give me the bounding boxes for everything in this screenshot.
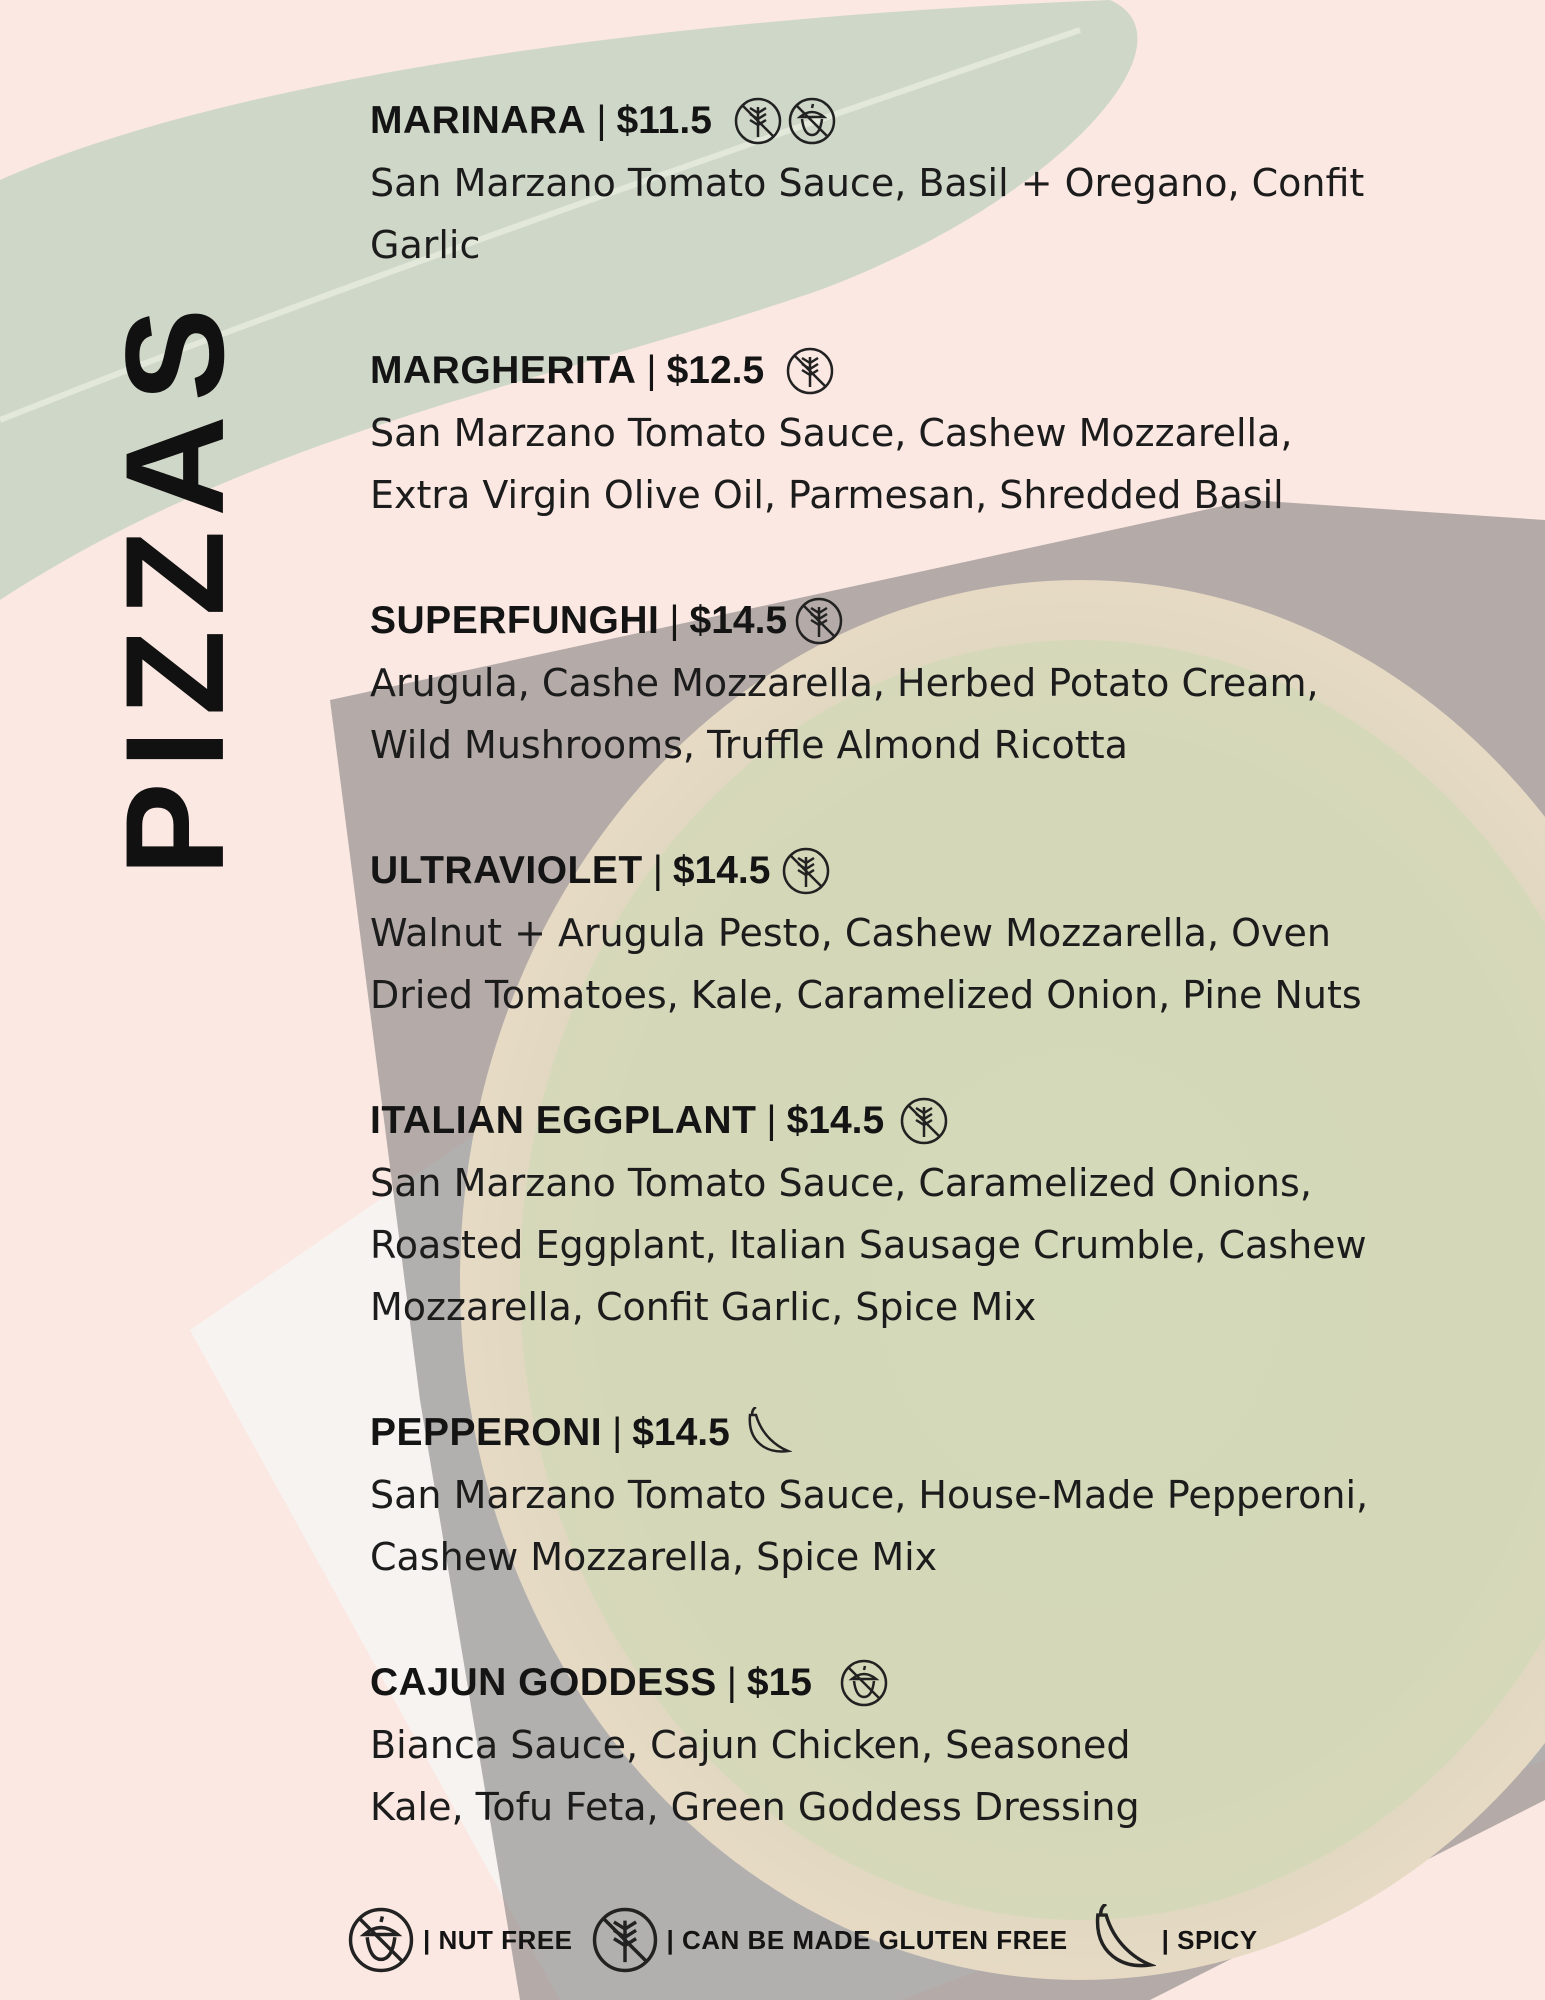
dietary-legend (345, 1905, 1274, 1975)
menu-item (370, 344, 1410, 526)
item-separator: | (726, 1661, 737, 1704)
item-name: MARINARA (370, 99, 587, 142)
nut-free-icon (838, 1657, 890, 1709)
item-description: San Marzano Tomato Sauce, Caramelized Onions, Roasted Eggplant, Italian Sausage Crumble, Cashew Mozzarella, Confit Garlic, Spice Mix (370, 1161, 1367, 1329)
gluten-free-icon (784, 345, 836, 397)
item-separator: | (652, 849, 663, 892)
item-price: $14.5 (786, 1099, 885, 1142)
item-separator: | (766, 1099, 777, 1142)
side-title (96, 285, 254, 885)
item-separator: | (596, 99, 607, 142)
item-price: $12.5 (666, 349, 765, 392)
item-description: San Marzano Tomato Sauce, House-Made Pepperoni, Cashew Mozzarella, Spice Mix (370, 1473, 1369, 1579)
legend-label-spicy: | SPICY (1161, 1924, 1258, 1955)
item-name: ITALIAN EGGPLANT (370, 1099, 757, 1142)
menu-item (370, 844, 1410, 1026)
nut-free-icon (345, 1904, 417, 1976)
legend-label-gluten-free: | CAN BE MADE GLUTEN FREE (666, 1924, 1068, 1955)
item-description: San Marzano Tomato Sauce, Basil + Oregano, Confit Garlic (370, 161, 1365, 267)
item-separator: | (612, 1411, 623, 1454)
gluten-free-icon (589, 1904, 661, 1976)
menu-item (370, 1406, 1410, 1588)
gluten-free-icon (780, 845, 832, 897)
item-description: Bianca Sauce, Cajun Chicken, Seasoned Kale, Tofu Feta, Green Goddess Dressing (370, 1723, 1140, 1829)
item-name: MARGHERITA (370, 349, 637, 392)
item-price: $14.5 (689, 599, 788, 642)
item-separator: | (669, 599, 680, 642)
item-description: Arugula, Cashe Mozzarella, Herbed Potato Cream, Wild Mushrooms, Truffle Almond Ricotta (370, 661, 1319, 767)
gluten-free-icon (732, 95, 784, 147)
item-name: ULTRAVIOLET (370, 849, 643, 892)
gluten-free-icon (793, 595, 845, 647)
nut-free-icon (786, 95, 838, 147)
spicy-icon (1084, 1904, 1156, 1976)
legend-label-nut-free: | NUT FREE (423, 1924, 573, 1955)
item-price: $15 (746, 1661, 812, 1704)
menu-item (370, 594, 1410, 776)
item-name: SUPERFUNGHI (370, 599, 660, 642)
item-separator: | (646, 349, 657, 392)
item-name: PEPPERONI (370, 1411, 603, 1454)
item-name: CAJUN GODDESS (370, 1661, 717, 1704)
item-price: $11.5 (616, 99, 712, 142)
menu-item (370, 94, 1410, 276)
page-title: PIZZAS (96, 294, 254, 876)
gluten-free-icon (898, 1095, 950, 1147)
item-description: San Marzano Tomato Sauce, Cashew Mozzarella, Extra Virgin Olive Oil, Parmesan, Shredded Basil (370, 411, 1293, 517)
item-price: $14.5 (632, 1411, 730, 1454)
item-description: Walnut + Arugula Pesto, Cashew Mozzarella, Oven Dried Tomatoes, Kale, Caramelized Onion, Pine Nuts (370, 911, 1362, 1017)
menu-item (370, 1656, 1410, 1838)
menu-item (370, 1094, 1410, 1338)
spicy-icon (740, 1407, 792, 1459)
item-price: $14.5 (672, 849, 771, 892)
